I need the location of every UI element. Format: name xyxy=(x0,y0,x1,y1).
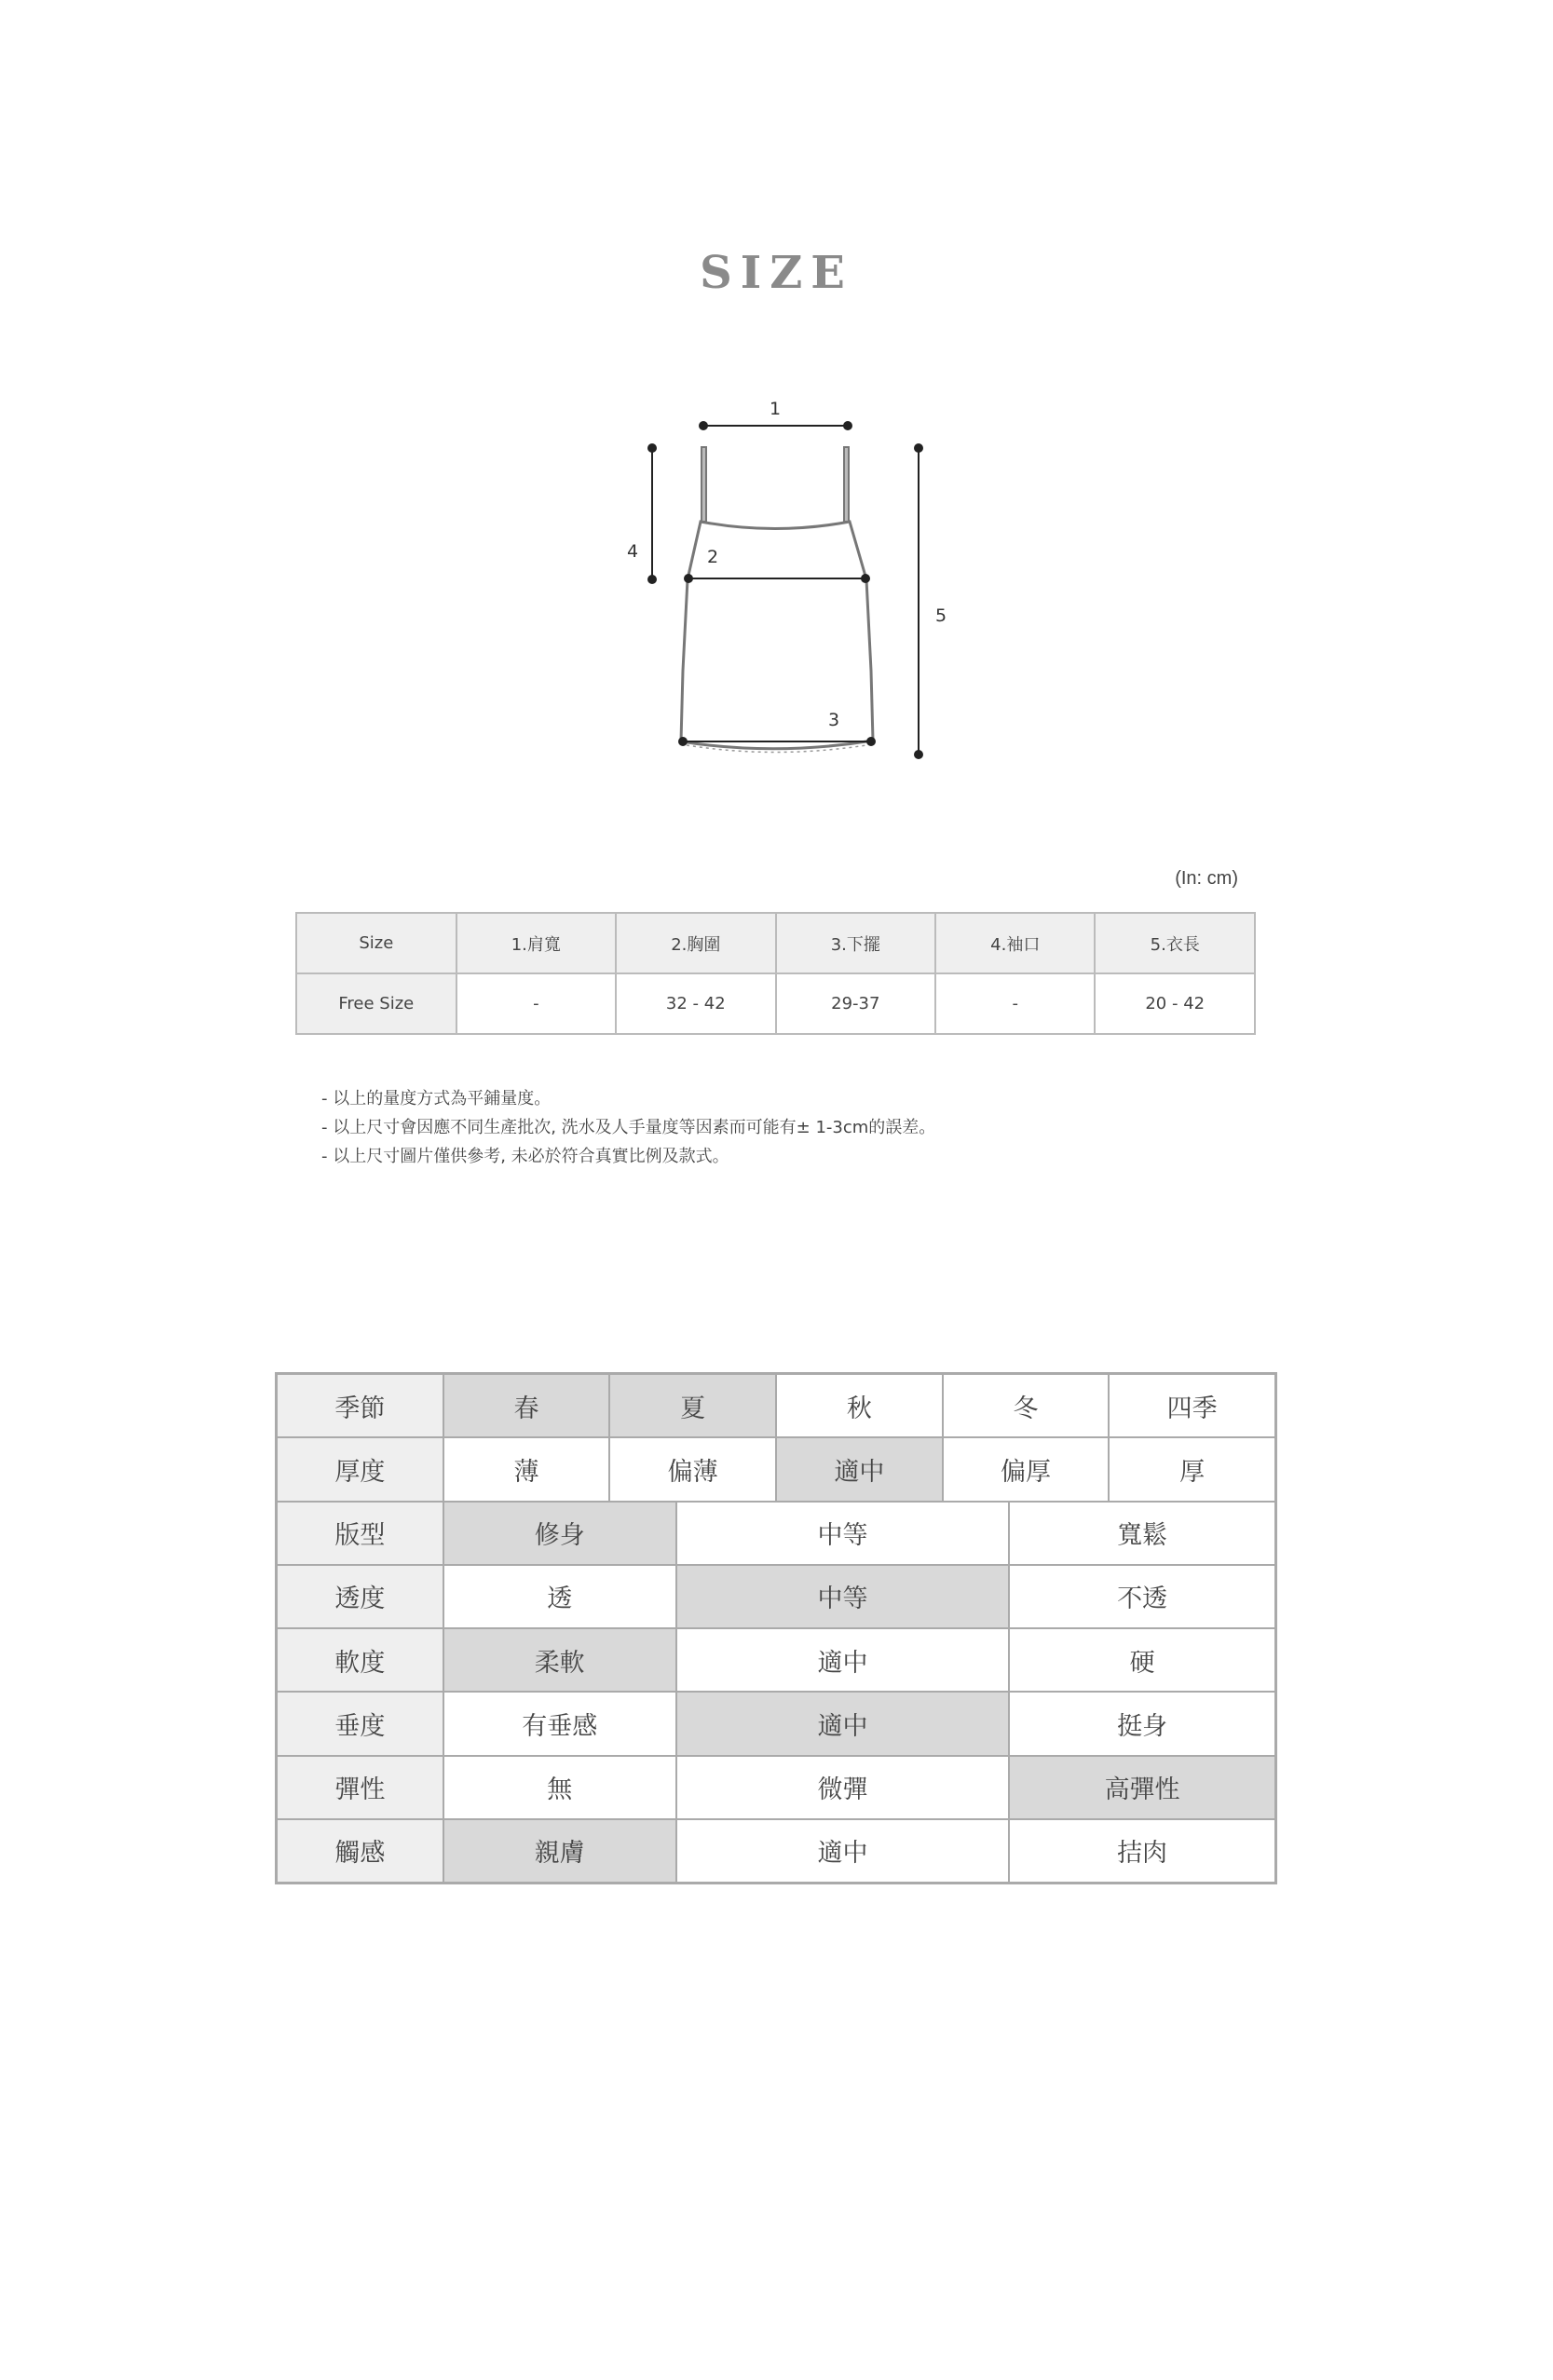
prop-label-transparency: 透度 xyxy=(277,1565,443,1628)
left-strap xyxy=(702,447,706,522)
header-chest: 2.胸圍 xyxy=(616,913,775,973)
option-touch-medium: 適中 xyxy=(676,1819,1009,1883)
measure-dot xyxy=(685,575,692,582)
measure-dot xyxy=(844,422,851,429)
header-hem: 3.下擺 xyxy=(776,913,936,973)
measure-dot xyxy=(862,575,869,582)
cell-shoulder: - xyxy=(456,973,616,1034)
measure-label-5: 5 xyxy=(934,605,947,626)
option-elasticity-slight: 微彈 xyxy=(676,1756,1009,1819)
note-item: - 以上的量度方式為平鋪量度。 xyxy=(321,1089,552,1108)
page-title: SIZE xyxy=(700,247,853,299)
measure-label-2: 2 xyxy=(706,547,719,567)
cell-hem: 29-37 xyxy=(776,973,936,1034)
prop-label-elasticity: 彈性 xyxy=(277,1756,443,1819)
measure-label-4: 4 xyxy=(626,541,639,562)
option-softness-stiff: 硬 xyxy=(1009,1628,1275,1692)
option-thickness-thin: 薄 xyxy=(443,1437,610,1501)
header-length: 5.衣長 xyxy=(1095,913,1255,973)
measure-dot xyxy=(915,444,922,452)
option-fit-regular: 中等 xyxy=(676,1502,1009,1565)
cell-length: 20 - 42 xyxy=(1095,973,1255,1034)
option-drape-structured: 挺身 xyxy=(1009,1692,1275,1755)
option-thickness-medium: 適中 xyxy=(776,1437,943,1501)
unit-label: (In: cm) xyxy=(1175,868,1238,889)
option-thickness-slightly-thin: 偏薄 xyxy=(609,1437,776,1501)
option-softness-soft: 柔軟 xyxy=(443,1628,676,1692)
option-season-winter: 冬 xyxy=(943,1374,1110,1437)
option-season-spring: 春 xyxy=(443,1374,610,1437)
size-table-row xyxy=(296,973,1255,1034)
option-season-summer: 夏 xyxy=(609,1374,776,1437)
prop-label-drape: 垂度 xyxy=(277,1692,443,1755)
option-transparency-opaque: 不透 xyxy=(1009,1565,1275,1628)
option-fit-slim: 修身 xyxy=(443,1502,676,1565)
row-size-name: Free Size xyxy=(296,973,456,1034)
header-shoulder: 1.肩寬 xyxy=(456,913,616,973)
measure-dot xyxy=(648,444,656,452)
fabric-properties-table xyxy=(275,1372,1277,1884)
size-notes xyxy=(321,1084,935,1171)
cell-chest: 32 - 42 xyxy=(616,973,775,1034)
option-drape-flowy: 有垂感 xyxy=(443,1692,676,1755)
option-transparency-medium: 中等 xyxy=(676,1565,1009,1628)
measure-dot xyxy=(679,738,687,745)
note-item: - 以上尺寸會因應不同生產批次, 洗水及人手量度等因素而可能有± 1-3cm的誤差。 xyxy=(321,1118,936,1137)
prop-label-season: 季節 xyxy=(277,1374,443,1437)
prop-label-touch: 觸感 xyxy=(277,1819,443,1883)
measure-dot xyxy=(915,751,922,758)
measure-dot xyxy=(867,738,875,745)
option-elasticity-high: 高彈性 xyxy=(1009,1756,1275,1819)
size-table-header-row xyxy=(296,913,1255,973)
option-touch-skin-friendly: 親膚 xyxy=(443,1819,676,1883)
prop-label-softness: 軟度 xyxy=(277,1628,443,1692)
measure-label-1: 1 xyxy=(769,399,782,419)
cell-armhole: - xyxy=(935,973,1095,1034)
size-table xyxy=(295,912,1256,1035)
header-armhole: 4.袖口 xyxy=(935,913,1095,973)
option-season-all: 四季 xyxy=(1109,1374,1275,1437)
prop-label-thickness: 厚度 xyxy=(277,1437,443,1501)
option-elasticity-none: 無 xyxy=(443,1756,676,1819)
option-touch-itchy: 拮肉 xyxy=(1009,1819,1275,1883)
header-size: Size xyxy=(296,913,456,973)
option-thickness-thick: 厚 xyxy=(1109,1437,1275,1501)
garment-diagram xyxy=(0,0,1553,838)
option-drape-medium: 適中 xyxy=(676,1692,1009,1755)
measure-dot xyxy=(700,422,707,429)
option-transparency-sheer: 透 xyxy=(443,1565,676,1628)
prop-label-fit: 版型 xyxy=(277,1502,443,1565)
option-season-autumn: 秋 xyxy=(776,1374,943,1437)
measure-dot xyxy=(648,576,656,583)
note-item: - 以上尺寸圖片僅供參考, 未必於符合真實比例及款式。 xyxy=(321,1147,729,1166)
option-fit-loose: 寬鬆 xyxy=(1009,1502,1275,1565)
measure-label-3: 3 xyxy=(827,710,840,730)
right-strap xyxy=(844,447,849,522)
option-thickness-slightly-thick: 偏厚 xyxy=(943,1437,1110,1501)
option-softness-medium: 適中 xyxy=(676,1628,1009,1692)
